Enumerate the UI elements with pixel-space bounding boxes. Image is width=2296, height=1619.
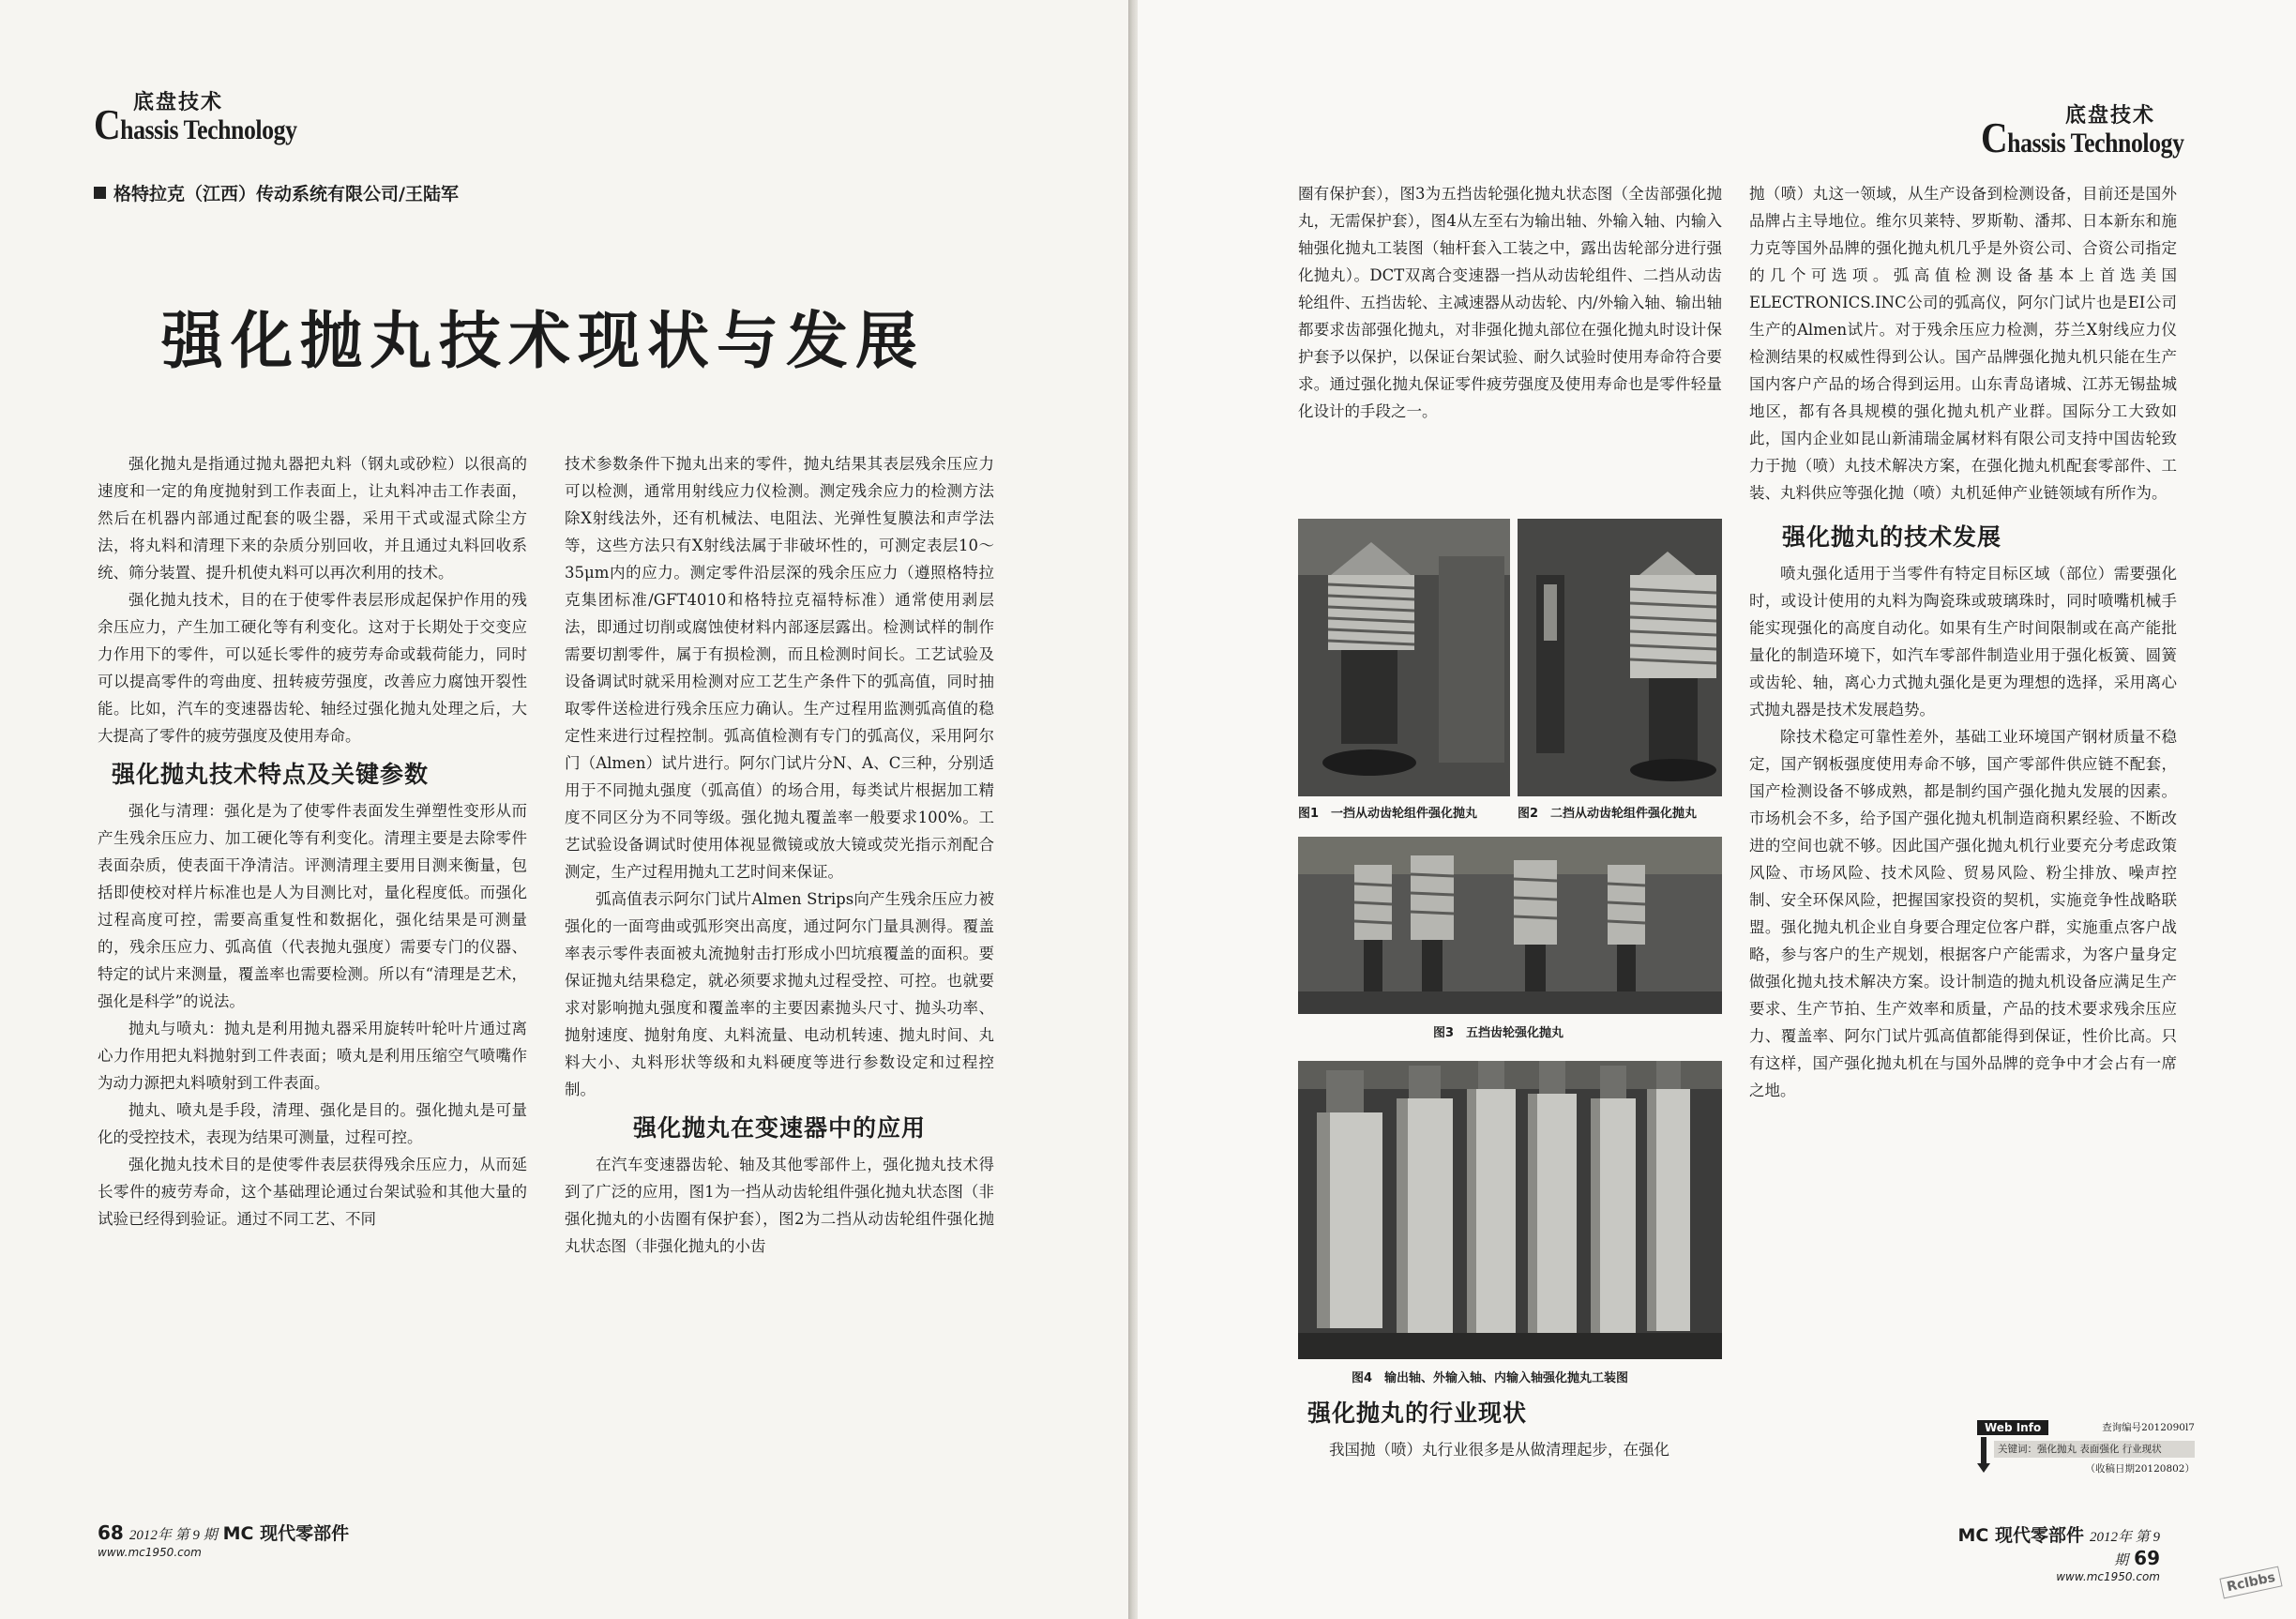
paragraph: 抛丸与喷丸：抛丸是利用抛丸器采用旋转叶轮叶片通过离心力作用把丸料抛射到工件表面；喷丸是利用压缩空气喷嘴作为动力源把丸料喷射到工件表面。	[98, 1020, 527, 1092]
paragraph: 强化抛丸技术目的是使零件表层获得残余压应力，从而延长零件的疲劳寿命，这个基础理论通过台架试验和其他大量的试验已经得到验证。通过不同工艺、不同	[98, 1156, 527, 1228]
section-heading: 强化抛丸在变速器中的应用	[632, 1114, 926, 1142]
section-header-cn: 底盘技术	[133, 91, 224, 114]
section-header-en: Chassis Technology	[1981, 113, 2184, 161]
right-column-1-lower	[1298, 1400, 1722, 1463]
paragraph: 强化抛丸技术，目的在于使零件表层形成起保护作用的残余压应力，产生加工硬化等有利变化。这对于长期处于交变应力作用下的零件，可以延长零件的疲劳寿命或载荷能力，同时可以提高零件的弯曲度、扭转疲劳强度，改善应力腐蚀开裂性能。比如，汽车的变速器齿轮、轴经过强化抛丸处理之后，大大提高了零件的疲劳强度及使用寿命。	[98, 591, 527, 745]
right-page	[1138, 0, 2296, 1619]
right-column-1	[1298, 180, 1722, 425]
website-url: www.mc1950.com	[98, 1546, 202, 1559]
author-text: 格特拉克（江西）传动系统有限公司/王陆军	[113, 184, 459, 204]
left-page	[0, 0, 1130, 1619]
section-header-cn: 底盘技术	[2065, 104, 2156, 128]
article-title: 强化抛丸技术现状与发展	[161, 305, 925, 377]
paragraph: 弧高值表示阿尔门试片Almen Strips向产生残余压应力被强化的一面弯曲或弧形突出高度，通过阿尔门量具测得。覆盖率表示零件表面被丸流抛射击打形成小凹坑痕覆盖的面积。要保证抛丸结果稳定，就必须要求抛丸过程受控、可控。也就要求对影响抛丸强度和覆盖率的主要因素抛头尺寸、抛头功率、抛射速度、抛射角度、丸料流量、电动机转速、抛丸时间、丸料大小、丸料形状等级和丸料硬度等进行参数设定和过程控制。	[565, 890, 994, 1098]
author-line	[94, 180, 459, 205]
section-heading: 强化抛丸的行业现状	[1307, 1400, 1528, 1427]
paragraph: 技术参数条件下抛丸出来的零件，抛丸结果其表层残余压应力可以检测，通常用射线应力仪检测。测定残余应力的检测方法除X射线法外，还有机械法、电阻法、光弹性复膜法和声学法等，这些方法只有X射线法属于非破坏性的，可测定表层10～35μm内的应力。测定零件沿层深的残余压应力（遵照格特拉克集团标准/GFT4010和格特拉克福特标准）通常使用剥层法，即通过切削或腐蚀使材料内部逐层露出。检测试样的制作需要切割零件，属于有损检测，而且检测时间长。工艺试验及设备调试时就采用检测对应工艺生产条件下的弧高值，同时抽取零件送检进行残余压应力确认。生产过程用监测弧高值的稳定性来进行过程控制。弧高值检测有专门的弧高仪，采用阿尔门（Almen）试片进行。阿尔门试片分N、A、C三种，分别适用于不同抛丸强度（弧高值）的场合用，每类试片根据加工精度不同区分为不同等级。强化抛丸覆盖率一般要求100%。工艺试验设备调试时使用体视显微镜或放大镜或荧光指示剂配合测定，生产过程用抛丸工艺时间来保证。	[565, 455, 994, 881]
figure-2-caption: 图2 二挡从动齿轮组件强化抛丸	[1518, 807, 1698, 821]
paragraph: 喷丸强化适用于当零件有特定目标区域（部位）需要强化时，或设计使用的丸料为陶瓷珠或玻璃珠时，同时喷嘴机械手能实现强化的高度自动化。如果有生产时间限制或在高产能批量化的制造环境下，如汽车零部件制造业用于强化板簧、圆簧或齿轮、轴，离心力式抛丸强化是更为理想的选择，采用离心式抛丸器是技术发展趋势。	[1749, 565, 2177, 719]
figure-4-photo	[1298, 1061, 1722, 1359]
query-number: 查询编号2012090l7	[2102, 1422, 2195, 1433]
paragraph: 我国抛（喷）丸行业很多是从做清理起步，在强化	[1329, 1441, 1669, 1459]
section-heading: 强化抛丸的技术发展	[1782, 523, 2002, 551]
magazine-name: MC 现代零部件	[222, 1523, 350, 1544]
square-bullet-icon	[94, 187, 106, 199]
section-header-right	[1981, 99, 2217, 161]
issue-label: 2012年 第 9 期	[128, 1528, 218, 1543]
left-column-1	[98, 450, 527, 1233]
left-column-2	[565, 450, 994, 1260]
magazine-name: MC 现代零部件	[1957, 1525, 2084, 1546]
section-heading: 强化抛丸技术特点及关键参数	[112, 761, 430, 788]
arrow-down-icon	[1977, 1437, 1990, 1473]
figure-4-caption: 图4 输出轴、外输入轴、内输入轴强化抛丸工装图	[1352, 1371, 1629, 1385]
issue-label: 2012年 第 9 期	[2089, 1530, 2160, 1568]
paragraph: 抛丸、喷丸是手段，清理、强化是目的。强化抛丸是可量化的受控技术，表现为结果可测量，过程可控。	[98, 1101, 527, 1146]
paragraph: 强化抛丸是指通过抛丸器把丸料（钢丸或砂粒）以很高的速度和一定的角度抛射到工作表面上，让丸料冲击工作表面，然后在机器内部通过配套的吸尘器，采用干式或湿式除尘方法，将丸料和清理下来的杂质分别回收，并且通过丸料回收系统、筛分装置、提升机使丸料可以再次利用的技术。	[98, 455, 527, 582]
website-url: www.mc1950.com	[2056, 1570, 2160, 1583]
paragraph: 在汽车变速器齿轮、轴及其他零部件上，强化抛丸技术得到了广泛的应用，图1为一挡从动齿轮组件强化抛丸状态图（非强化抛丸的小齿圈有保护套），图2为二挡从动齿轮组件强化抛丸状态图（非强化抛丸的小齿	[565, 1156, 994, 1255]
figure-2-photo	[1518, 519, 1722, 796]
section-header-left	[94, 86, 330, 148]
forum-watermark: Rclbbs	[2219, 1566, 2282, 1599]
web-info-tag: Web Info	[1977, 1420, 2048, 1435]
web-info-box	[1977, 1420, 2195, 1475]
figure-1-caption: 图1 一挡从动齿轮组件强化抛丸	[1298, 807, 1478, 821]
right-column-2	[1749, 180, 2177, 1104]
footer-left	[98, 1520, 349, 1559]
paragraph: 抛（喷）丸这一领域，从生产设备到检测设备，目前还是国外品牌占主导地位。维尔贝莱特、罗斯勒、潘邦、日本新东和施力克等国外品牌的强化抛丸机几乎是外资公司、合资公司指定的几个可选项。弧高值检测设备基本上首选美国ELECTRONICS.INC公司的弧高仪，阿尔门试片也是EI公司生产的Almen试片。对于残余压应力检测，芬兰X射线应力仪检测结果的权威性得到公认。国产品牌强化抛丸机只能在生产国内客户产品的场合得到运用。山东青岛诸城、江苏无锡盐城地区，都有各具规模的强化抛丸机产业群。国际分工大致如此，国内企业如昆山新浦瑞金属材料有限公司支持中国齿轮致力于抛（喷）丸技术解决方案，在强化抛丸机配套零部件、工装、丸料供应等强化抛（喷）丸机延伸产业链领域有所作为。	[1749, 185, 2177, 502]
footer-right	[1935, 1521, 2160, 1583]
figure-1-photo	[1298, 519, 1510, 796]
page-number: 69	[2134, 1547, 2160, 1569]
received-date: （收稿日期20120802）	[2085, 1463, 2195, 1475]
paragraph: 强化与清理：强化是为了使零件表面发生弹塑性变形从而产生残余压应力、加工硬化等有利变化。清理主要是去除零件表面杂质，使表面干净清洁。评测清理主要用目测来衡量，包括即使校对样片标准也是人为目测比对，量化程度低。而强化过程高度可控，需要高重复性和数据化，强化结果是可测量的，残余压应力、弧高值（代表抛丸强度）需要专门的仪器、特定的试片来测量，覆盖率也需要检测。所以有“清理是艺术，强化是科学”的说法。	[98, 802, 527, 1010]
page-number: 68	[98, 1521, 124, 1544]
section-header-en: Chassis Technology	[94, 100, 297, 148]
paragraph: 圈有保护套），图3为五挡齿轮强化抛丸状态图（全齿部强化抛丸，无需保护套），图4从左至右为输出轴、外输入轴、内输入轴强化抛丸工装图（轴杆套入工装之中，露出齿轮部分进行强化抛丸）。DCT双离合变速器一挡从动齿轮组件、二挡从动齿轮组件、五挡齿轮、主减速器从动齿轮、内/外输入轴、输出轴都要求齿部强化抛丸，对非强化抛丸部位在强化抛丸时设计保护套予以保护，以保证台架试验、耐久试验时使用寿命符合要求。通过强化抛丸保证零件疲劳强度及使用寿命也是零件轻量化设计的手段之一。	[1298, 185, 1722, 420]
paragraph: 除技术稳定可靠性差外，基础工业环境国产钢材质量不稳定，国产钢板强度使用寿命不够，国产零部件供应链不配套，国产检测设备不够成熟，都是制约国产强化抛丸发展的因素。市场机会不多，给予国产强化抛丸机制造商积累经验、不断改进的空间也就不够。因此国产强化抛丸机行业要充分考虑政策风险、市场风险、技术风险、贸易风险、粉尘排放、噪声控制、安全环保风险，把握国家投资的契机，实施竞争性战略联盟。强化抛丸机企业自身要合理定位客户群，实施重点客户战略，参与客户的生产规划，根据客户产能需求，为客户量身定做强化抛丸技术解决方案。设计制造的抛丸机设备应满足生产要求、生产节拍、生产效率和质量，产品的技术要求残余压应力、覆盖率、阿尔门试片弧高值都能得到保证，性价比高。只有这样，国产强化抛丸机在与国外品牌的竞争中才会占有一席之地。	[1749, 728, 2177, 1099]
keywords-line: 关键词：强化抛丸 表面强化 行业现状	[1994, 1441, 2195, 1458]
figure-3-caption: 图3 五挡齿轮强化抛丸	[1433, 1026, 1564, 1040]
figure-3-photo	[1298, 837, 1722, 1014]
